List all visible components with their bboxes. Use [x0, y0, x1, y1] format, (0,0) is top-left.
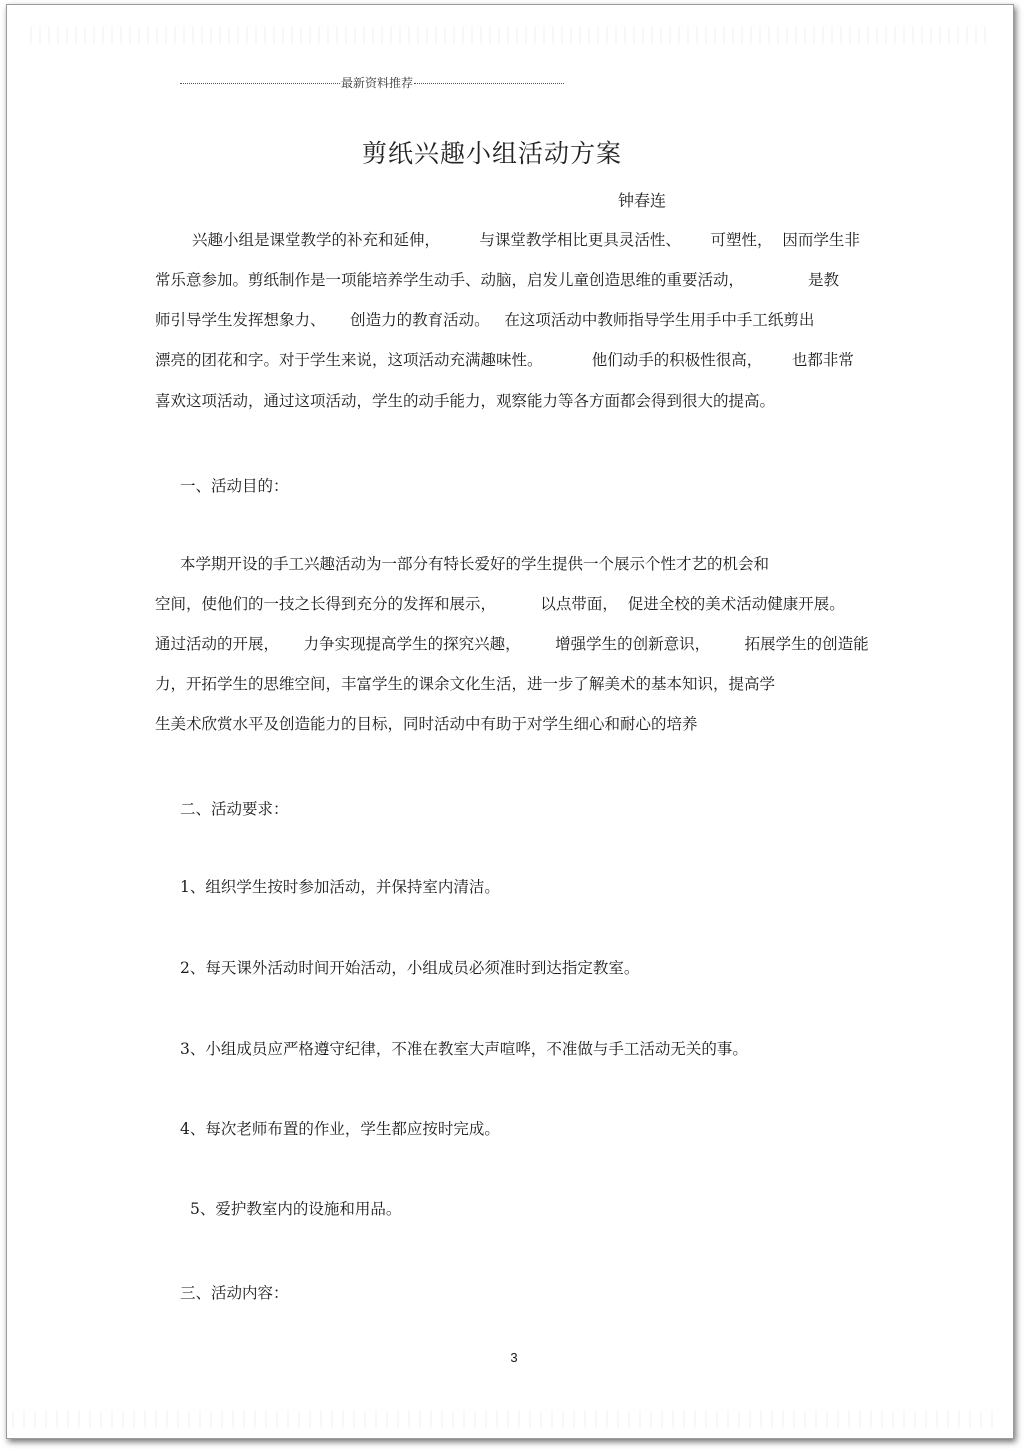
section-heading-requirements: 二、活动要求：: [180, 800, 289, 818]
requirement-item: 5、爱护教室内的设施和用品。: [190, 1200, 402, 1218]
author-name: 钟春连: [618, 191, 667, 210]
intro-line: 喜欢这项活动，通过这项活动，学生的动手能力，观察能力等各方面都会得到很大的提高。: [155, 392, 776, 410]
intro-line: 漂亮的团花和字。对于学生来说，这项活动充满趣味性。 他们动手的积极性很高， 也都非常: [155, 351, 854, 369]
purpose-line: 生美术欣赏水平及创造能力的目标，同时活动中有助于对学生细心和耐心的培养: [155, 715, 698, 733]
requirement-item: 3、小组成员应严格遵守纪律，不准在教室大声喧哗，不准做与手工活动无关的事。: [180, 1040, 748, 1058]
section-heading-content: 三、活动内容：: [180, 1284, 289, 1302]
header-note-label: 最新资料推荐: [341, 76, 414, 90]
scan-artifact-bottom: [12, 1410, 1002, 1428]
purpose-line: 通过活动的开展， 力争实现提高学生的探究兴趣， 增强学生的创新意识， 拓展学生的创造能: [155, 635, 869, 653]
header-dots-right: [414, 83, 564, 84]
header-dots-left: [180, 83, 340, 84]
document-title: 剪纸兴趣小组活动方案: [361, 139, 622, 168]
purpose-line: 本学期开设的手工兴趣活动为一部分有特长爱好的学生提供一个展示个性才艺的机会和: [180, 555, 770, 573]
requirement-item: 1、组织学生按时参加活动，并保持室内清洁。: [180, 878, 500, 896]
requirement-item: 4、每次老师布置的作业，学生都应按时完成。: [180, 1120, 500, 1138]
purpose-line: 力，开拓学生的思维空间，丰富学生的课余文化生活，进一步了解美术的基本知识，提高学: [155, 675, 776, 693]
intro-line: 兴趣小组是课堂教学的补充和延伸， 与课堂教学相比更具灵活性、 可塑性， 因而学生非: [192, 231, 860, 249]
scan-artifact-top: [30, 26, 990, 44]
header-note: [180, 74, 564, 91]
intro-line: 常乐意参加。剪纸制作是一项能培养学生动手、动脑，启发儿童创造思维的重要活动， 是教: [155, 271, 840, 289]
section-heading-purpose: 一、活动目的：: [180, 477, 289, 495]
requirement-item: 2、每天课外活动时间开始活动，小组成员必须准时到达指定教室。: [180, 959, 640, 977]
intro-line: 师引导学生发挥想象力、 创造力的教育活动。 在这项活动中教师指导学生用手中手工纸剪出: [155, 311, 815, 329]
page-number: 3: [510, 1350, 518, 1365]
purpose-line: 空间，使他们的一技之长得到充分的发挥和展示， 以点带面， 促进全校的美术活动健康开展。: [155, 595, 845, 613]
